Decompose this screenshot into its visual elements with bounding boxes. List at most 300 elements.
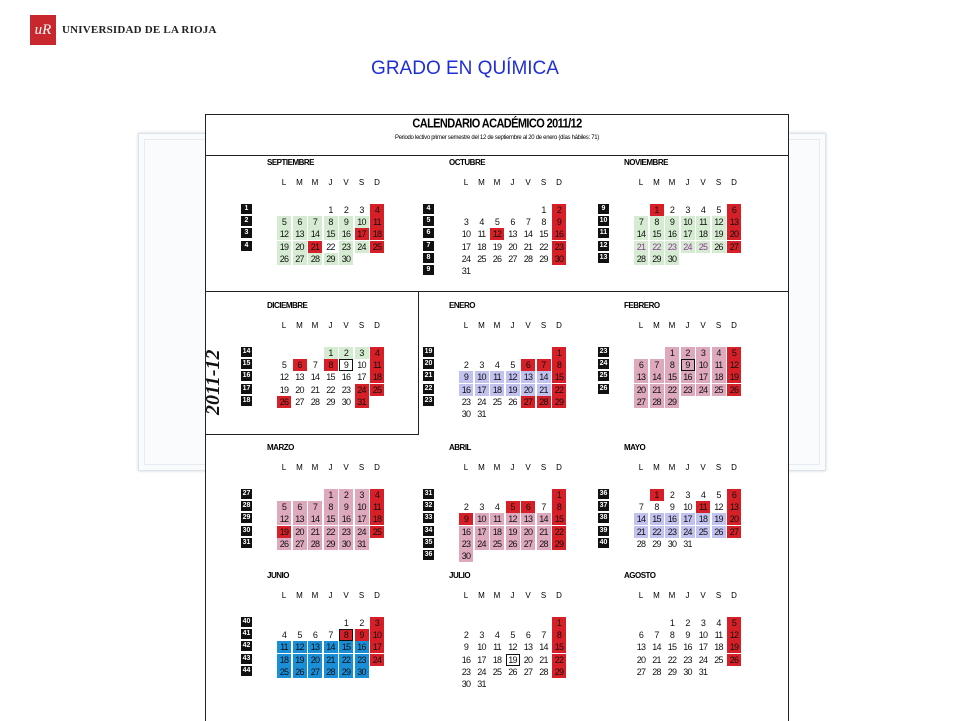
- calendar-day: 1: [552, 347, 566, 359]
- month-octubre: [423, 158, 603, 288]
- calendar-day: 5: [727, 617, 741, 629]
- calendar-day: 12: [508, 642, 517, 653]
- week-number: 15: [242, 360, 251, 368]
- calendar-day: 1: [343, 618, 349, 628]
- calendar-day: 26: [277, 396, 291, 408]
- month-diciembre: [241, 301, 421, 431]
- calendar-day: 2: [339, 489, 353, 501]
- week-number: 23: [424, 396, 433, 404]
- weekday-label: S: [715, 321, 722, 330]
- calendar-day: 7: [308, 501, 322, 513]
- calendar-day: 15: [665, 371, 679, 383]
- calendar-day: 13: [295, 372, 304, 383]
- weekday-label: D: [731, 591, 737, 600]
- calendar-day: 26: [727, 384, 741, 396]
- calendar-day: 7: [525, 217, 531, 228]
- calendar-day: 23: [339, 526, 353, 538]
- weekday-label: M: [668, 178, 676, 187]
- calendar-day: 8: [654, 502, 659, 513]
- calendar-day: 26: [727, 654, 741, 666]
- weekday-label: L: [281, 178, 287, 187]
- calendar-day: 17: [475, 526, 489, 538]
- week-number: 18: [242, 396, 251, 404]
- weekday-label: M: [668, 591, 676, 600]
- weekday-label: L: [281, 591, 287, 600]
- calendar-day: 13: [634, 371, 648, 383]
- calendar-day: 19: [712, 513, 726, 525]
- weekday-label: M: [653, 178, 660, 187]
- calendar-day: 27: [634, 396, 648, 408]
- calendar-day: 27: [293, 253, 307, 265]
- calendar-day: 4: [370, 347, 384, 359]
- calendar-day: 15: [650, 513, 664, 525]
- calendar-day: 14: [537, 371, 551, 383]
- calendar-day: 27: [727, 241, 741, 253]
- calendar-day: 20: [523, 654, 533, 665]
- weekday-label: D: [556, 463, 562, 472]
- calendar-day: 29: [552, 396, 566, 408]
- month-name: DICIEMBRE: [267, 301, 308, 310]
- calendar-day: 9: [685, 630, 690, 641]
- calendar-day: 31: [698, 666, 708, 677]
- calendar-day: 8: [669, 630, 675, 641]
- calendar-day: 10: [355, 501, 369, 513]
- week-number: 37: [599, 502, 608, 510]
- weekday-label: L: [463, 591, 469, 600]
- calendar-day: 14: [523, 229, 533, 240]
- calendar-day: 12: [277, 228, 291, 240]
- calendar-day: 9: [459, 371, 473, 383]
- calendar-day: 10: [357, 360, 366, 371]
- calendar-day: 3: [370, 617, 384, 629]
- weekday-label: M: [296, 463, 303, 472]
- week-number: 9: [598, 204, 609, 214]
- calendar-day: 2: [552, 204, 566, 216]
- calendar-day: 10: [370, 629, 384, 641]
- week-number: 5: [423, 216, 434, 226]
- calendar-day: 12: [712, 216, 726, 228]
- weekday-label: M: [653, 591, 660, 600]
- calendar-day: 14: [308, 513, 322, 525]
- calendar-day: 6: [510, 217, 515, 228]
- calendar-day: 2: [463, 360, 469, 371]
- weekday-label: J: [328, 463, 333, 472]
- calendar-day: 3: [700, 618, 706, 628]
- calendar-day: 3: [463, 217, 469, 228]
- calendar-day: 30: [341, 396, 351, 407]
- weekday-label: S: [540, 321, 547, 330]
- week-number: 40: [599, 538, 608, 546]
- calendar-day: 1: [665, 347, 679, 359]
- calendar-day: 18: [370, 371, 384, 383]
- weekday-label: S: [715, 463, 722, 472]
- calendar-day: 7: [541, 502, 546, 513]
- weekday-label: D: [556, 591, 562, 600]
- calendar-day: 20: [508, 241, 517, 252]
- weekday-label: S: [540, 178, 547, 187]
- calendar-day: 23: [355, 654, 369, 666]
- calendar-day: 8: [552, 501, 566, 513]
- calendar-day: 10: [696, 359, 710, 371]
- calendar-day: 13: [636, 642, 646, 653]
- calendar-day: 16: [339, 228, 353, 240]
- calendar-day: 12: [727, 629, 741, 641]
- calendar-day: 19: [279, 384, 289, 395]
- calendar-day: 30: [459, 550, 473, 562]
- week-number: 4: [423, 204, 434, 214]
- calendar-day: 24: [475, 538, 489, 550]
- month-junio: [241, 571, 421, 701]
- calendar-day: 6: [638, 630, 644, 641]
- calendar-day: 28: [537, 538, 551, 550]
- calendar-day: 10: [683, 502, 692, 513]
- calendar-day: 27: [636, 666, 646, 677]
- logo-mark: uR: [30, 15, 56, 45]
- calendar-day: 9: [463, 642, 469, 653]
- week-number: 40: [242, 618, 251, 625]
- calendar-day: 12: [727, 359, 741, 371]
- calendar-day: 14: [308, 228, 322, 240]
- calendar-day: 1: [324, 347, 338, 359]
- calendar-day: 20: [634, 384, 648, 396]
- calendar-day: 12: [293, 641, 307, 653]
- calendar-day: 24: [370, 654, 384, 666]
- calendar-day: 6: [293, 216, 307, 228]
- calendar-day: 6: [293, 501, 307, 513]
- calendar-day: 15: [552, 641, 566, 653]
- calendar-day: 25: [712, 384, 726, 396]
- calendar-day: 20: [521, 526, 535, 538]
- calendar-day: 5: [297, 630, 302, 641]
- calendar-day: 16: [459, 526, 473, 538]
- calendar-day: 23: [461, 666, 471, 677]
- calendar-day: 30: [665, 253, 679, 265]
- week-number: 33: [424, 514, 433, 522]
- calendar-day: 24: [696, 384, 710, 396]
- calendar-day: 1: [552, 489, 566, 501]
- calendar-day: 3: [479, 630, 484, 641]
- calendar-day: 14: [652, 642, 661, 653]
- weekday-label: J: [328, 178, 333, 187]
- calendar-day: 7: [638, 502, 644, 513]
- calendar-day: 5: [494, 217, 500, 228]
- week-number: 4: [241, 241, 252, 251]
- calendar-day: 26: [508, 396, 517, 407]
- calendar-day: 12: [714, 502, 723, 513]
- calendar-day: 6: [293, 359, 307, 371]
- calendar-day: 30: [667, 538, 677, 549]
- calendar-day: 24: [477, 396, 486, 407]
- calendar-day: 20: [293, 241, 307, 253]
- month-name: ENERO: [449, 301, 475, 310]
- weekday-label: J: [510, 178, 515, 187]
- month-name: JULIO: [449, 571, 471, 580]
- calendar-day: 2: [669, 205, 675, 215]
- calendar-day: 22: [552, 654, 566, 666]
- calendar-day: 29: [324, 253, 338, 265]
- calendar-day: 22: [667, 654, 677, 665]
- calendar-day: 3: [685, 490, 690, 500]
- weekday-label: L: [638, 178, 644, 187]
- calendar-day: 31: [461, 266, 471, 276]
- calendar-day: 10: [698, 630, 708, 641]
- calendar-day: 10: [475, 513, 489, 525]
- weekday-label: D: [374, 178, 380, 187]
- calendar-day: 6: [727, 204, 741, 216]
- weekday-label: M: [478, 321, 485, 330]
- week-number: 32: [424, 502, 433, 510]
- week-number: 14: [242, 348, 251, 355]
- calendar-day: 8: [324, 216, 338, 228]
- page-title: GRADO EN QUÍMICA: [371, 58, 559, 79]
- calendar-day: 31: [477, 409, 486, 419]
- calendar-day: 17: [357, 372, 366, 383]
- calendar-day: 22: [326, 241, 335, 252]
- calendar-day: 6: [727, 489, 741, 501]
- calendar-day: 10: [461, 229, 471, 240]
- calendar-day: 21: [537, 384, 551, 396]
- calendar-day: 29: [339, 666, 353, 678]
- calendar-day: 14: [650, 371, 664, 383]
- weekday-label: J: [328, 321, 333, 330]
- calendar-day: 30: [339, 253, 353, 265]
- calendar-day: 2: [681, 347, 695, 359]
- calendar-day: 21: [539, 654, 548, 665]
- week-number: 23: [599, 348, 608, 355]
- calendar-day: 27: [293, 538, 307, 550]
- calendar-day: 9: [339, 216, 353, 228]
- calendar-day: 9: [459, 513, 473, 525]
- weekday-label: L: [463, 321, 469, 330]
- month-abril: [423, 443, 603, 573]
- calendar-day: 23: [681, 384, 695, 396]
- calendar-day: 25: [714, 654, 723, 665]
- calendar-day: 4: [712, 347, 726, 359]
- weekday-label: J: [685, 178, 690, 187]
- weekday-label: V: [525, 463, 531, 472]
- calendar-day: 17: [475, 384, 489, 396]
- weekday-label: M: [311, 321, 319, 330]
- calendar-day: 9: [552, 216, 566, 228]
- calendar-day: 5: [510, 360, 515, 371]
- weekday-label: S: [358, 463, 365, 472]
- weekday-label: S: [358, 321, 365, 330]
- calendar-day: 9: [665, 216, 679, 228]
- weekday-label: J: [685, 321, 690, 330]
- calendar-day: 25: [277, 666, 291, 678]
- calendar-day: 30: [355, 666, 369, 678]
- calendar-day: 18: [696, 513, 710, 525]
- week-number: 34: [424, 526, 433, 534]
- calendar-day: 25: [492, 396, 502, 407]
- calendar-sheet: [202, 114, 789, 721]
- weekday-label: M: [296, 591, 303, 600]
- calendar-day: 19: [506, 384, 520, 396]
- month-marzo: [241, 443, 421, 573]
- weekday-label: D: [556, 321, 562, 330]
- calendar-day: 13: [293, 513, 307, 525]
- weekday-label: V: [343, 463, 349, 472]
- calendar-day: 21: [652, 654, 661, 665]
- weekday-label: M: [493, 463, 501, 472]
- calendar-day: 20: [293, 526, 307, 538]
- university-logo: [30, 15, 217, 45]
- calendar-day: 8: [665, 359, 679, 371]
- calendar-day: 18: [492, 654, 502, 665]
- month-name: MARZO: [267, 443, 294, 452]
- calendar-day: 29: [667, 666, 677, 677]
- calendar-day: 13: [508, 229, 517, 240]
- calendar-day: 18: [714, 642, 723, 653]
- calendar-day: 2: [339, 347, 353, 359]
- weekday-label: L: [638, 463, 644, 472]
- calendar-day: 16: [665, 228, 679, 240]
- calendar-day: 29: [652, 538, 661, 549]
- weekday-label: M: [311, 463, 319, 472]
- week-number: 1: [241, 204, 252, 214]
- weekday-label: M: [478, 178, 485, 187]
- calendar-day: 31: [477, 679, 486, 689]
- calendar-day: 7: [537, 359, 551, 371]
- calendar-day: 11: [714, 630, 723, 641]
- weekday-label: J: [328, 591, 333, 600]
- calendar-day: 18: [490, 526, 504, 538]
- calendar-day: 23: [461, 396, 471, 407]
- calendar-day: 13: [308, 641, 322, 653]
- week-number: 8: [423, 253, 434, 263]
- calendar-day: 2: [685, 618, 690, 628]
- weekday-label: M: [296, 321, 303, 330]
- calendar-day: 24: [355, 384, 369, 396]
- calendar-day: 22: [539, 241, 548, 252]
- calendar-day: 26: [277, 538, 291, 550]
- calendar-day: 16: [681, 371, 695, 383]
- calendar-day: 15: [339, 641, 353, 653]
- week-number: 11: [599, 229, 608, 237]
- calendar-day: 20: [521, 384, 535, 396]
- calendar-day: 4: [494, 630, 500, 641]
- week-number: 13: [599, 253, 608, 261]
- calendar-day: 1: [328, 205, 333, 215]
- weekday-label: L: [281, 321, 287, 330]
- calendar-day: 19: [712, 228, 726, 240]
- week-number: 24: [599, 360, 608, 368]
- weekday-label: V: [700, 463, 706, 472]
- calendar-day: 15: [324, 228, 338, 240]
- calendar-day: 18: [277, 654, 291, 666]
- calendar-day: 21: [634, 241, 648, 253]
- weekday-label: L: [463, 178, 469, 187]
- calendar-day: 28: [523, 253, 533, 264]
- calendar-day: 20: [727, 513, 741, 525]
- week-number: 31: [424, 490, 433, 497]
- calendar-day: 15: [552, 513, 566, 525]
- weekday-label: J: [510, 463, 515, 472]
- calendar-day: 18: [477, 241, 486, 252]
- calendar-day: 1: [324, 489, 338, 501]
- calendar-day: 27: [727, 526, 741, 538]
- calendar-day: 8: [324, 501, 338, 513]
- weekday-label: D: [731, 178, 737, 187]
- calendar-day: 27: [308, 666, 322, 678]
- calendar-day: 23: [341, 384, 351, 395]
- weekday-label: L: [638, 321, 644, 330]
- calendar-day: 28: [537, 396, 551, 408]
- calendar-day: 7: [541, 630, 546, 641]
- calendar-day: 18: [696, 228, 710, 240]
- calendar-day: 26: [293, 666, 307, 678]
- week-number: 39: [599, 526, 608, 534]
- calendar-day: 20: [727, 228, 741, 240]
- calendar-day: 26: [712, 241, 726, 253]
- weekday-label: L: [463, 463, 469, 472]
- weekday-label: M: [493, 178, 501, 187]
- calendar-day: 18: [370, 513, 384, 525]
- calendar-day: 25: [492, 666, 502, 677]
- week-number: 36: [599, 490, 608, 497]
- weekday-label: J: [510, 321, 515, 330]
- calendar-day: 13: [521, 371, 535, 383]
- week-number: 27: [242, 490, 251, 497]
- weekday-label: L: [638, 591, 644, 600]
- calendar-day: 16: [341, 372, 351, 383]
- weekday-label: M: [668, 321, 676, 330]
- calendar-day: 28: [324, 666, 338, 678]
- weekday-label: D: [556, 178, 562, 187]
- calendar-day: 14: [539, 642, 548, 653]
- calendar-day: 4: [700, 490, 706, 500]
- calendar-day: 17: [370, 641, 384, 653]
- calendar-day: 28: [652, 666, 661, 677]
- calendar-day: 5: [277, 216, 291, 228]
- calendar-day: 10: [355, 216, 369, 228]
- calendar-day: 23: [459, 538, 473, 550]
- calendar-day: 3: [355, 489, 369, 501]
- calendar-day: 28: [308, 538, 322, 550]
- week-number: 3: [241, 228, 252, 238]
- calendar-day: 19: [293, 654, 307, 666]
- calendar-day: 31: [683, 538, 692, 549]
- calendar-day: 15: [552, 371, 566, 383]
- calendar-day: 15: [326, 372, 335, 383]
- weekday-label: S: [358, 591, 365, 600]
- calendar-day: 5: [281, 360, 287, 371]
- calendar-day: 7: [654, 630, 659, 641]
- calendar-day: 21: [537, 526, 551, 538]
- calendar-day: 30: [339, 538, 353, 550]
- calendar-day: 4: [494, 502, 500, 513]
- week-number: 25: [599, 372, 608, 380]
- month-name: SEPTIEMBRE: [267, 158, 315, 167]
- week-number: 26: [599, 384, 608, 392]
- calendar-day: 13: [521, 513, 535, 525]
- calendar-day: 19: [506, 654, 520, 666]
- calendar-day: 22: [552, 526, 566, 538]
- calendar-day: 8: [541, 217, 546, 228]
- calendar-day: 17: [355, 228, 369, 240]
- weekday-label: V: [525, 591, 531, 600]
- calendar-day: 7: [312, 360, 318, 371]
- calendar-day: 4: [479, 217, 484, 228]
- calendar-day: 27: [295, 396, 304, 407]
- calendar-day: 9: [339, 359, 353, 371]
- calendar-day: 5: [506, 501, 520, 513]
- calendar-day: 19: [727, 641, 741, 653]
- calendar-day: 2: [463, 502, 469, 513]
- weekday-label: D: [374, 591, 380, 600]
- calendar-day: 11: [490, 513, 504, 525]
- calendar-day: 9: [355, 629, 369, 641]
